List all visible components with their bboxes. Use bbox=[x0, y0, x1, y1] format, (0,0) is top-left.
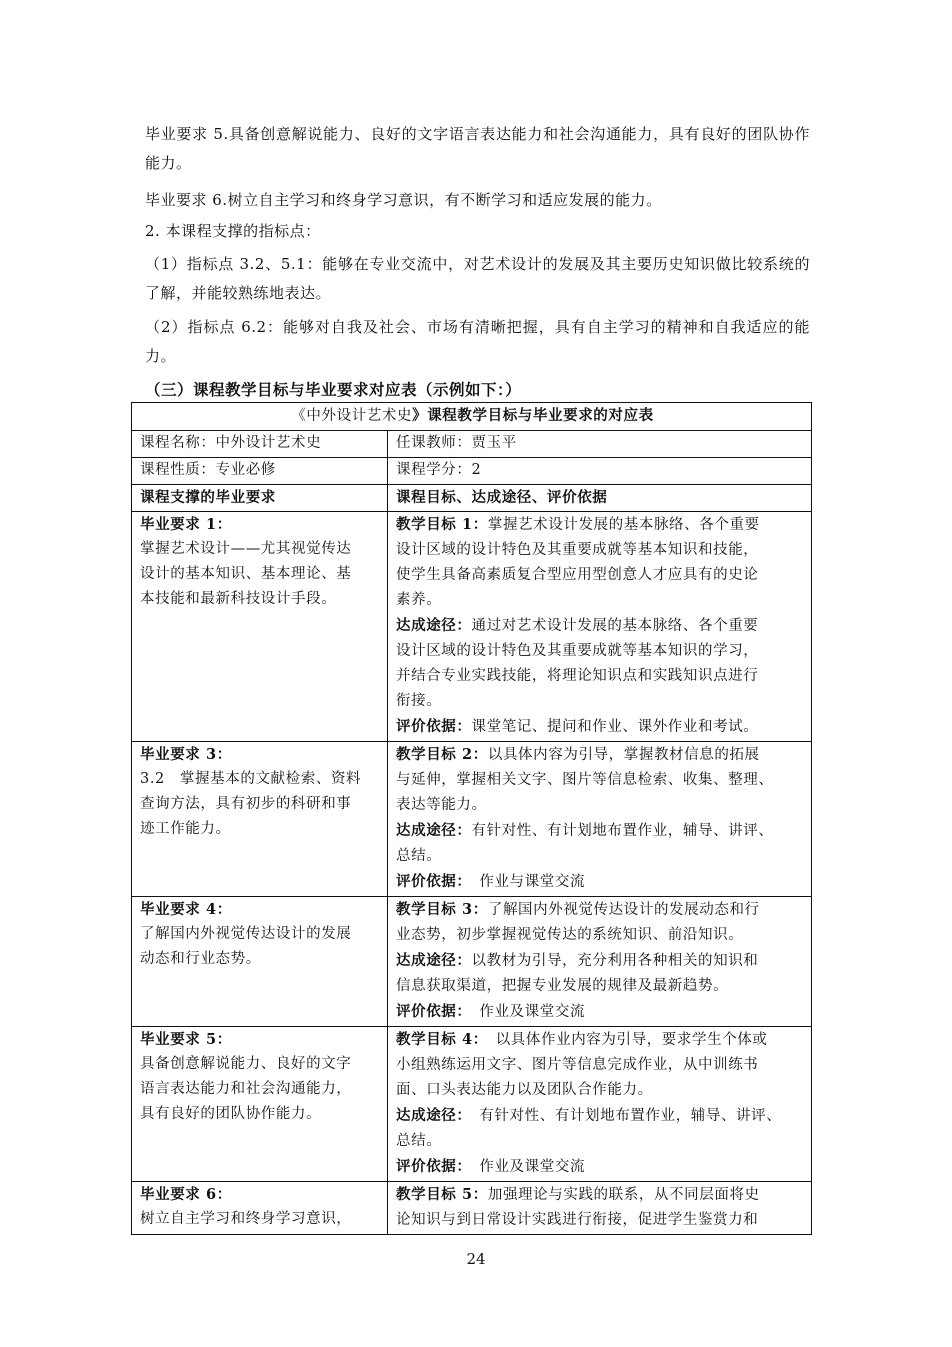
table-row bbox=[132, 458, 812, 485]
table-row bbox=[132, 512, 812, 742]
teaching-goal-label: 教学目标 3： bbox=[396, 901, 488, 918]
goal-cell bbox=[388, 742, 812, 897]
teaching-goal-line bbox=[396, 923, 805, 948]
teaching-goal-line bbox=[396, 563, 805, 588]
teaching-goal-line bbox=[396, 742, 805, 768]
course-name-cell: 课程名称：中外设计艺术史 bbox=[132, 431, 388, 458]
evaluation-text: 作业及课堂交流 bbox=[464, 1004, 586, 1020]
achievement-path-label: 达成途径： bbox=[396, 617, 472, 634]
achievement-path-line bbox=[396, 639, 805, 664]
goal-cell bbox=[388, 512, 812, 742]
table-title-row bbox=[132, 403, 812, 431]
teaching-goal-text: 论知识与到日常设计实践进行衔接，促进学生鉴赏力和 bbox=[396, 1212, 759, 1228]
teaching-goal-line bbox=[396, 1182, 805, 1208]
table-row bbox=[132, 897, 812, 1027]
achievement-path-line bbox=[396, 818, 805, 844]
achievement-path-line bbox=[396, 974, 805, 999]
goal-cell bbox=[388, 897, 812, 1027]
requirement-text-line: 查询方法，具有初步的科研和事 bbox=[140, 796, 352, 812]
achievement-path-text: 设计区域的设计特色及其重要成就等基本知识的学习， bbox=[396, 643, 759, 659]
evaluation-line bbox=[396, 999, 805, 1025]
page-number: 24 bbox=[466, 1250, 486, 1268]
requirement-cell bbox=[132, 1027, 388, 1182]
teaching-goal-line bbox=[396, 897, 805, 923]
evaluation-label: 评价依据： bbox=[396, 873, 465, 890]
table-header-row bbox=[132, 485, 812, 512]
requirement-cell bbox=[132, 1182, 388, 1235]
evaluation-label: 评价依据： bbox=[396, 718, 472, 735]
requirement-title: 毕业要求 6： bbox=[140, 1186, 232, 1203]
requirement-text-line: 3.2 掌握基本的文献检索、资料 bbox=[140, 771, 362, 787]
credits-cell: 课程学分：2 bbox=[388, 458, 812, 485]
teaching-goal-text: 面、口头表达能力以及团队合作能力。 bbox=[396, 1082, 653, 1098]
goal-cell bbox=[388, 1027, 812, 1182]
achievement-path-line bbox=[396, 613, 805, 639]
table-row bbox=[132, 431, 812, 458]
teaching-goal-line bbox=[396, 588, 805, 613]
teaching-goal-label: 教学目标 1： bbox=[396, 516, 488, 533]
teaching-goal-label: 教学目标 2： bbox=[396, 746, 488, 763]
teaching-goal-text: 以具体作业内容为引导，要求学生个体或 bbox=[480, 1032, 768, 1048]
col-header-requirements: 课程支撑的毕业要求 bbox=[132, 485, 388, 512]
teaching-goal-line bbox=[396, 768, 805, 793]
teaching-goal-label: 教学目标 4： bbox=[396, 1031, 481, 1048]
table-title: 《中外设计艺术史》课程教学目标与毕业要求的对应表 bbox=[132, 403, 812, 431]
requirement-cell bbox=[132, 512, 388, 742]
teaching-goal-line bbox=[396, 1027, 805, 1053]
achievement-path-line bbox=[396, 1129, 805, 1154]
requirement-text-line: 语言表达能力和社会沟通能力， bbox=[140, 1081, 352, 1097]
achievement-path-text: 衔接。 bbox=[396, 693, 442, 709]
requirement-title: 毕业要求 1： bbox=[140, 516, 232, 533]
teaching-goal-line bbox=[396, 1208, 805, 1233]
requirement-text-line: 设计的基本知识、基本理论、基 bbox=[140, 566, 352, 582]
table-row bbox=[132, 1027, 812, 1182]
achievement-path-text: 总结。 bbox=[396, 848, 442, 864]
achievement-path-text: 并结合专业实践技能，将理论知识点和实践知识点进行 bbox=[396, 668, 759, 684]
table-row bbox=[132, 1182, 812, 1235]
achievement-path-line bbox=[396, 1103, 805, 1129]
evaluation-line bbox=[396, 869, 805, 895]
paragraph-grad-req-6: 毕业要求 6.树立自主学习和终身学习意识，有不断学习和适应发展的能力。 bbox=[145, 191, 662, 209]
paragraph-indicator-2: （2）指标点 6.2：能够对自我及社会、市场有清晰把握，具有自主学习的精神和自我适应的能力。 bbox=[145, 318, 810, 365]
section-heading: （三）课程教学目标与毕业要求对应表（示例如下：） bbox=[145, 380, 522, 399]
achievement-path-line bbox=[396, 689, 805, 714]
teaching-goal-line bbox=[396, 793, 805, 818]
teaching-goal-line bbox=[396, 512, 805, 538]
requirement-title: 毕业要求 5： bbox=[140, 1031, 232, 1048]
evaluation-line bbox=[396, 714, 805, 740]
teaching-goal-text: 表达等能力。 bbox=[396, 797, 487, 813]
teaching-goal-text: 掌握艺术设计发展的基本脉络、各个重要 bbox=[487, 517, 760, 533]
paragraph-indicator-1: （1）指标点 3.2、5.1：能够在专业交流中，对艺术设计的发展及其主要历史知识做比较系统的了解，并能较熟练地表达。 bbox=[145, 255, 810, 302]
achievement-path-text: 以教材为引导，充分利用各种相关的知识和 bbox=[471, 953, 759, 969]
achievement-path-text: 信息获取渠道，把握专业发展的规律及最新趋势。 bbox=[396, 978, 729, 994]
teacher-cell: 任课教师：贾玉平 bbox=[388, 431, 812, 458]
paragraph-indicator-heading: 2. 本课程支撑的指标点： bbox=[145, 222, 321, 240]
achievement-path-text: 有针对性、有计划地布置作业，辅导、讲评、 bbox=[464, 1108, 782, 1124]
paragraph-grad-req-5: 毕业要求 5.具备创意解说能力、良好的文字语言表达能力和社会沟通能力，具有良好的团队协作能力。 bbox=[145, 125, 810, 172]
requirement-text-line: 树立自主学习和终身学习意识， bbox=[140, 1211, 352, 1227]
teaching-goal-label: 教学目标 5： bbox=[396, 1186, 488, 1203]
teaching-goal-text: 以具体内容为引导，掌握教材信息的拓展 bbox=[487, 747, 760, 763]
requirement-text-line: 迹工作能力。 bbox=[140, 821, 231, 837]
teaching-goal-text: 业态势，初步掌握视觉传达的系统知识、前沿知识。 bbox=[396, 927, 744, 943]
achievement-path-text: 有针对性、有计划地布置作业，辅导、讲评、 bbox=[471, 823, 774, 839]
teaching-goal-text: 使学生具备高素质复合型应用型创意人才应具有的史论 bbox=[396, 567, 759, 583]
teaching-goal-text: 加强理论与实践的联系，从不同层面将史 bbox=[487, 1187, 760, 1203]
achievement-path-line bbox=[396, 844, 805, 869]
requirements-table bbox=[131, 402, 812, 1235]
teaching-goal-line bbox=[396, 1078, 805, 1103]
teaching-goal-text: 与延伸，掌握相关文字、图片等信息检索、收集、整理、 bbox=[396, 772, 774, 788]
achievement-path-text: 通过对艺术设计发展的基本脉络、各个重要 bbox=[471, 618, 759, 634]
teaching-goal-text: 了解国内外视觉传达设计的发展动态和行 bbox=[487, 902, 760, 918]
teaching-goal-text: 小组熟练运用文字、图片等信息完成作业，从中训练书 bbox=[396, 1057, 759, 1073]
evaluation-text: 作业与课堂交流 bbox=[464, 874, 586, 890]
teaching-goal-line bbox=[396, 538, 805, 563]
requirement-text-line: 具备创意解说能力、良好的文字 bbox=[140, 1056, 352, 1072]
course-type-cell: 课程性质：专业必修 bbox=[132, 458, 388, 485]
achievement-path-label: 达成途径： bbox=[396, 952, 472, 969]
evaluation-text: 作业及课堂交流 bbox=[464, 1159, 586, 1175]
teaching-goal-text: 素养。 bbox=[396, 592, 442, 608]
achievement-path-text: 总结。 bbox=[396, 1133, 442, 1149]
requirement-cell bbox=[132, 742, 388, 897]
evaluation-label: 评价依据： bbox=[396, 1003, 465, 1020]
teaching-goal-line bbox=[396, 1053, 805, 1078]
achievement-path-line bbox=[396, 664, 805, 689]
achievement-path-label: 达成途径： bbox=[396, 822, 472, 839]
col-header-goals: 课程目标、达成途径、评价依据 bbox=[388, 485, 812, 512]
evaluation-label: 评价依据： bbox=[396, 1158, 465, 1175]
requirement-text-line: 掌握艺术设计——尤其视觉传达 bbox=[140, 541, 352, 557]
requirement-title: 毕业要求 4： bbox=[140, 901, 232, 918]
requirement-cell bbox=[132, 897, 388, 1027]
requirement-text-line: 动态和行业态势。 bbox=[140, 951, 261, 967]
table-row bbox=[132, 742, 812, 897]
goal-cell bbox=[388, 1182, 812, 1235]
evaluation-line bbox=[396, 1154, 805, 1180]
requirement-text-line: 具有良好的团队协作能力。 bbox=[140, 1106, 322, 1122]
requirement-text-line: 了解国内外视觉传达设计的发展 bbox=[140, 926, 352, 942]
requirement-text-line: 本技能和最新科技设计手段。 bbox=[140, 591, 337, 607]
requirement-title: 毕业要求 3： bbox=[140, 746, 232, 763]
teaching-goal-text: 设计区域的设计特色及其重要成就等基本知识和技能， bbox=[396, 542, 759, 558]
achievement-path-line bbox=[396, 948, 805, 974]
evaluation-text: 课堂笔记、提问和作业、课外作业和考试。 bbox=[471, 719, 759, 735]
achievement-path-label: 达成途径： bbox=[396, 1107, 465, 1124]
